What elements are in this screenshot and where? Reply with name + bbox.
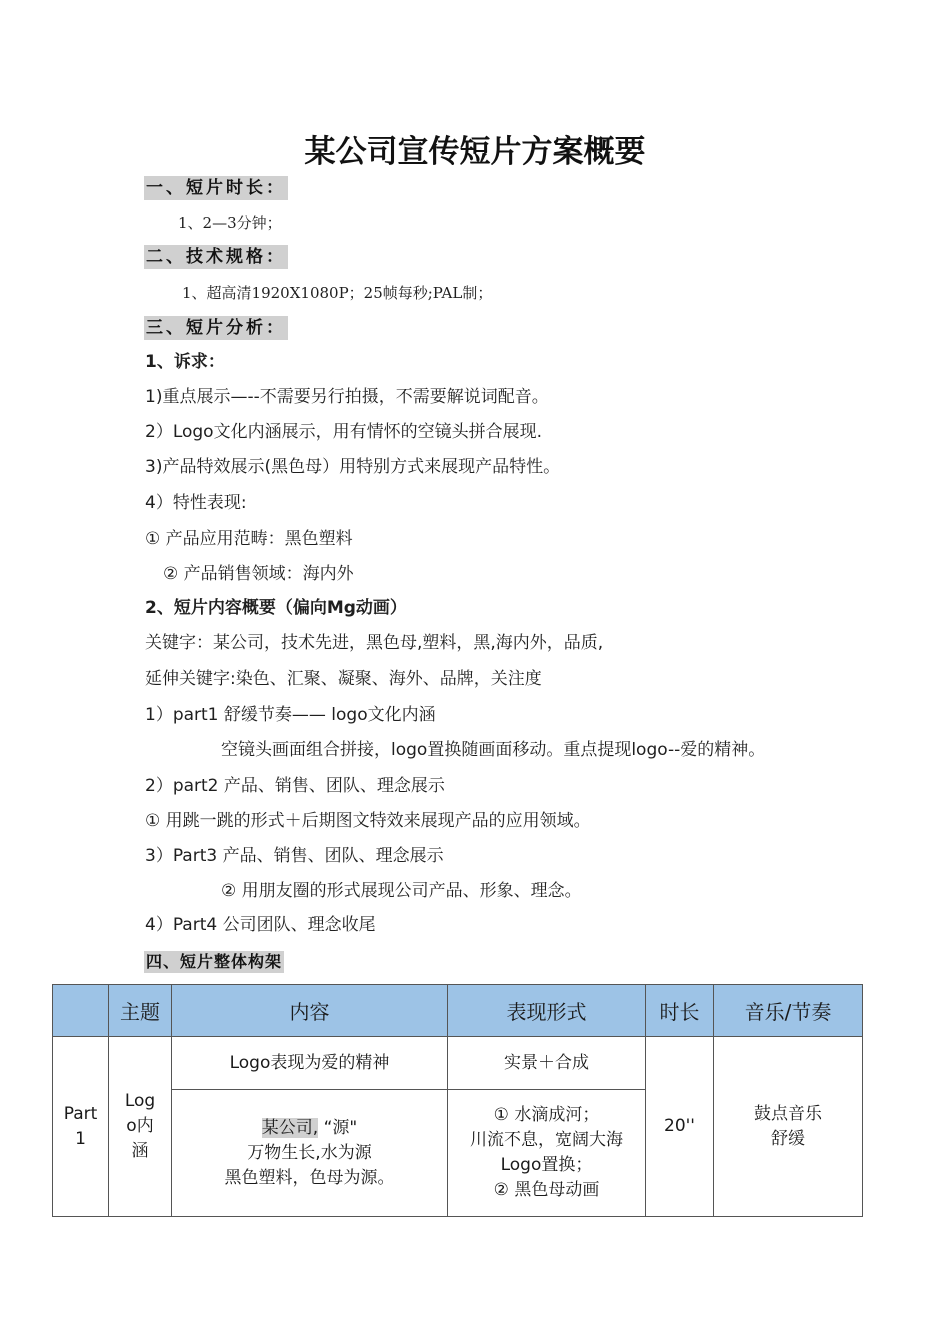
form-text: 实景＋合成 [504, 1052, 589, 1073]
section-heading-analysis: 三、短片分析： [146, 318, 286, 338]
duration-cell [646, 1037, 714, 1217]
section-heading-tech-spec: 二、技术规格： [146, 247, 286, 267]
keywords-line: 关键字：某公司，技术先进，黑色母,塑料，黑,海内外，品质, [145, 633, 604, 653]
analysis-line: 1)重点展示—--不需要另行拍摄，不需要解说词配音。 [145, 387, 549, 407]
analysis-line: ① 产品应用范畴：黑色塑料 [145, 529, 353, 549]
highlighted-company: 某公司, [261, 1117, 319, 1138]
part-line: 3）Part3 产品、销售、团队、理念展示 [145, 846, 444, 866]
subheading-appeal: 1、诉求： [145, 352, 225, 372]
header-cell-music: 音乐/节奏 [714, 985, 863, 1037]
header-cell-form: 表现形式 [448, 985, 646, 1037]
form-line: ① 水滴成河； [493, 1105, 600, 1125]
form-cell [448, 1090, 646, 1217]
header-cell-theme: 主题 [109, 985, 172, 1037]
analysis-line: ② 产品销售领域：海内外 [163, 564, 354, 584]
part-detail-line: ① 用跳一跳的形式＋后期图文特效来展现产品的应用领域。 [145, 811, 591, 831]
content-line [172, 1116, 447, 1141]
section-heading-framework: 四、短片整体构架 [146, 952, 283, 971]
part-line: 1）part1 舒缓节奏—— logo文化内涵 [145, 705, 436, 725]
tech-spec-item: 1、超高清1920X1080P；25帧每秒;PAL制； [182, 284, 493, 302]
music-line: 鼓点音乐 [754, 1103, 822, 1124]
analysis-line: 3)产品特效展示(黑色母）用特别方式来展现产品特性。 [145, 457, 561, 477]
part-label: Part 1 [63, 1103, 98, 1149]
part-line: 2）part2 产品、销售、团队、理念展示 [145, 776, 445, 796]
part-detail-line: 空镜头画面组合拼接，logo置换随画面移动。重点提现logo--爱的精神。 [221, 740, 766, 760]
part-line: 4）Part4 公司团队、理念收尾 [145, 915, 376, 935]
content-cell [172, 1037, 448, 1090]
content-text: Logo表现为爱的精神 [229, 1052, 390, 1073]
content-line: 黑色塑料，色母为源。 [224, 1167, 395, 1188]
theme-label: Logo内涵 [124, 1091, 156, 1161]
header-cell-content: 内容 [172, 985, 448, 1037]
extended-keywords-line: 延伸关键字:染色、汇聚、凝聚、海外、品牌，关注度 [145, 669, 542, 689]
form-line: ② 黑色母动画 [493, 1180, 600, 1200]
content-cell [172, 1090, 448, 1217]
theme-cell [109, 1037, 172, 1217]
analysis-line: 2）Logo文化内涵展示，用有情怀的空镜头拼合展现. [145, 422, 542, 442]
duration-item: 1、2—3分钟； [178, 214, 282, 232]
table-header-row [53, 985, 863, 1037]
subheading-summary: 2、短片内容概要（偏向Mg动画） [145, 598, 407, 618]
header-cell-duration: 时长 [646, 985, 714, 1037]
content-source-text: “源" [318, 1117, 358, 1138]
music-line: 舒缓 [771, 1128, 805, 1149]
table-row [53, 1037, 863, 1090]
form-line: 川流不息，宽阔大海 [470, 1130, 623, 1150]
framework-table [52, 984, 863, 1217]
document-title: 某公司宣传短片方案概要 [304, 134, 646, 170]
section-heading-duration: 一、短片时长： [146, 178, 286, 198]
part-detail-line: ② 用朋友圈的形式展现公司产品、形象、理念。 [221, 881, 582, 901]
music-cell [714, 1037, 863, 1217]
duration-value: 20'' [664, 1116, 695, 1136]
analysis-line: 4）特性表现: [145, 493, 247, 513]
form-line: Logo置换； [500, 1155, 593, 1175]
content-line: 万物生长,水为源 [247, 1142, 372, 1163]
part-label-cell [53, 1037, 109, 1217]
header-cell-blank [53, 985, 109, 1037]
form-cell [448, 1037, 646, 1090]
